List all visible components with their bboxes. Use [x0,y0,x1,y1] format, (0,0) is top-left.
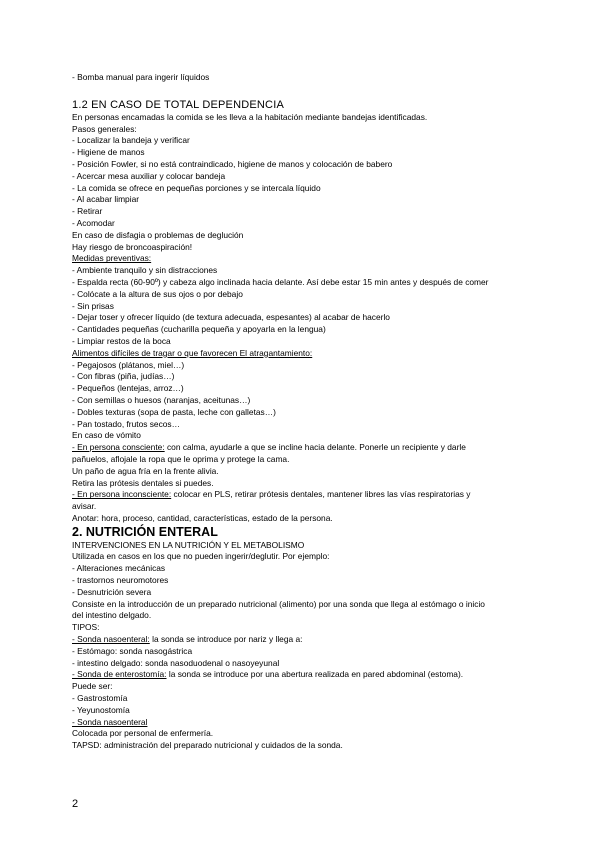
text-line: Consiste en la introducción de un preparado nutricional (alimento) por una sonda que llega al estómago o inicio [72,598,485,609]
line-text: la sonda se introduce por una abertura realizada en pared abdominal (estoma). [166,669,464,680]
underlined-label: - En persona consciente: [72,442,165,453]
text-line: - Bomba manual para ingerir líquidos [72,72,210,82]
text-line: - Alteraciones mecánicas [72,563,166,574]
text-line: - Pequeños (lentejas, arroz…) [72,383,184,394]
text-line: - Pan tostado, frutos secos… [72,418,180,429]
underlined-label: - Sonda nasoenteral: [72,634,150,645]
text-line: - Posición Fowler, si no está contraindicado, higiene de manos y colocación de babero [72,158,393,169]
text-line: TAPSD: administración del preparado nutricional y cuidados de la sonda. [72,740,343,751]
text-line: - Al acabar limpiar [72,194,140,205]
text-line: - Localizar la bandeja y verificar [72,135,190,146]
page-number: 2 [72,798,79,810]
text-line: - Cantidades pequeñas (cucharilla pequeña y apoyarla en la lengua) [72,324,326,335]
text-line: Un paño de agua fría en la frente alivia. [72,465,219,476]
text-line: TIPOS: [72,622,100,633]
text-line [72,634,542,646]
text-line: En caso de vómito [72,430,141,441]
line-text: la sonda se introduce por nariz y llega a: [149,634,303,645]
text-line: - trastornos neuromotores [72,575,169,586]
text-line: - Yeyunostomía [72,704,130,715]
text-line: - Limpiar restos de la boca [72,335,171,346]
text-line: - Higiene de manos [72,147,145,158]
text-line: del intestino delgado. [72,610,152,621]
underlined-subheading: Alimentos difíciles de tragar o que favorecen El atragantamiento: [72,347,313,358]
text-line: Retira las prótesis dentales si puedes. [72,477,214,488]
text-line: - La comida se ofrece en pequeñas porciones y se intercala líquido [72,182,321,193]
text-line [72,442,542,454]
text-line: INTERVENCIONES EN LA NUTRICIÓN Y EL METABOLISMO [72,539,305,550]
text-line: pañuelos, aflojale la ropa que le oprima y protege la cama. [72,453,290,464]
underlined-label: - En persona inconsciente: [72,489,172,500]
document-page [72,72,542,752]
text-line: Puede ser: [72,681,113,692]
text-line: - Retirar [72,206,103,217]
text-line [72,669,542,681]
text-line: - intestino delgado: sonda nasoduodenal o nasoyeyunal [72,657,280,668]
text-line: - Ambiente tranquilo y sin distracciones [72,265,218,276]
text-line: Utilizada en casos en los que no pueden ingerir/deglutir. Por ejemplo: [72,551,330,562]
text-line: - Con semillas o huesos (naranjas, aceitunas…) [72,394,251,405]
chapter-heading: 2. NUTRICIÓN ENTERAL [72,524,218,539]
line-text: colocar en PLS, retirar prótesis dentales, mantener libres las vías respiratorias y [171,489,471,500]
underlined-label: - Sonda de enterostomía: [72,669,167,680]
text-line: - Con fibras (piña, judías…) [72,371,175,382]
text-line: avisar. [72,501,97,512]
text-line [72,489,542,501]
text-line: - Sin prisas [72,300,114,311]
text-line: - Colócate a la altura de sus ojos o por debajo [72,288,243,299]
text-line: - Desnutrición severa [72,586,152,597]
text-line: - Dobles texturas (sopa de pasta, leche con galletas…) [72,406,276,417]
section-heading: 1.2 EN CASO DE TOTAL DEPENDENCIA [72,98,284,111]
text-line: En personas encamadas la comida se les lleva a la habitación mediante bandejas identificadas. [72,111,428,122]
text-line: - Dejar toser y ofrecer líquido (de textura adecuada, espesantes) al acabar de hacerlo [72,312,390,323]
text-line: En caso de disfagia o problemas de deglución [72,229,244,240]
text-line: - Acomodar [72,217,115,228]
line-text: con calma, ayudarle a que se incline hacia delante. Ponerle un recipiente y darle [164,442,466,453]
text-line: - Pegajosos (plátanos, miel…) [72,359,185,370]
underlined-subheading: - Sonda nasoenteral [72,716,148,727]
text-line: - Estómago: sonda nasogástrica [72,645,193,656]
text-line: Hay riesgo de broncoaspiración! [72,241,193,252]
text-line: Colocada por personal de enfermería. [72,728,214,739]
text-line: - Acercar mesa auxiliar y colocar bandeja [72,170,226,181]
text-line: Pasos generales: [72,123,137,134]
text-line: - Gastrostomía [72,693,128,704]
text-line: - Espalda recta (60-90º) y cabeza algo inclinada hacia delante. Así debe estar 15 min antes y después de comer [72,276,489,287]
underlined-subheading: Medidas preventivas: [72,253,152,264]
text-line: Anotar: hora, proceso, cantidad, características, estado de la persona. [72,512,333,523]
